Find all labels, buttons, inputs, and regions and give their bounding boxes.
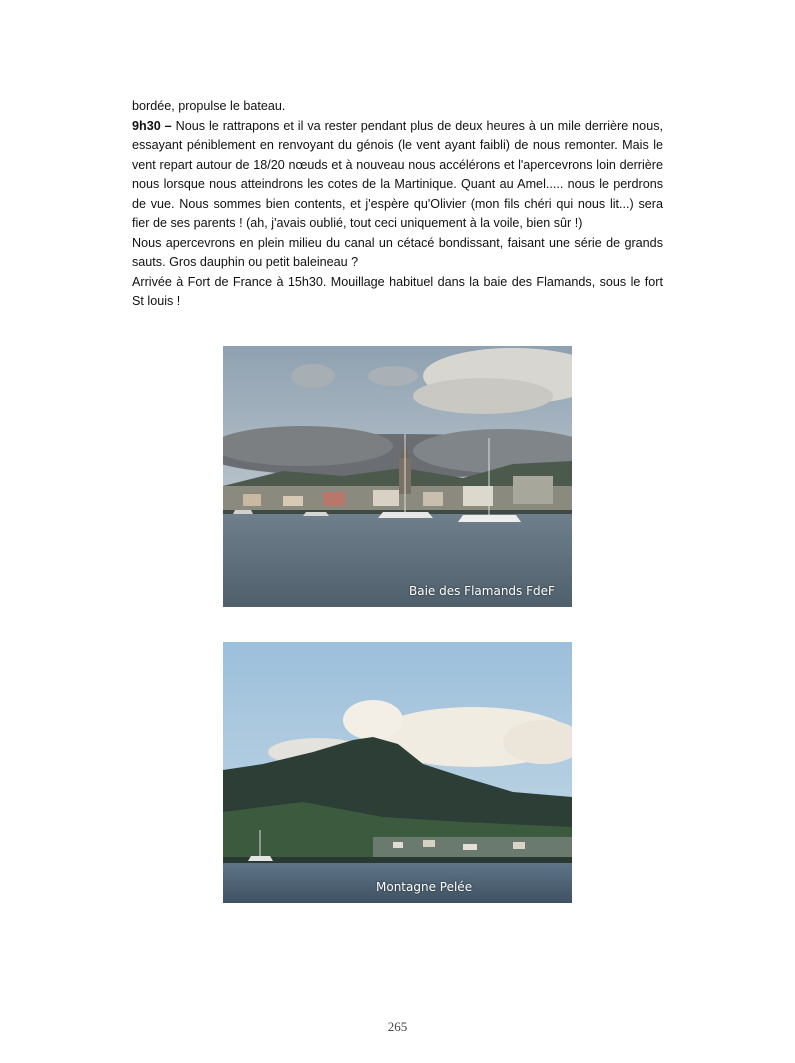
photo-baie-des-flamands — [223, 346, 572, 607]
bay-photo-image — [223, 346, 572, 607]
paragraph-2 — [132, 117, 663, 234]
paragraph-3: Nous apercevrons en plein milieu du canal un cétacé bondissant, faisant une série de grands sauts. Gros dauphin ou petit baleineau ? — [132, 235, 663, 269]
body-text — [132, 97, 663, 312]
paragraph-2-text: Nous le rattrapons et il va rester pendant plus de deux heures à un mile derrière nous, essayant péniblement en renvoyant du génois (le vent ayant faibli) de nous remonter. Mais le vent repart autour de 18/20 nœuds et à nouveau nous accélérons et l'apercevrons loin derrière nous lorsque nous atteindrons les cotes de la Martinique. Quant au Amel..... nous le perdrons de vue. Nous sommes bien contents, et j'espère qu'Olivier (mon fils chéri qui nous lit...) sera fier de ses parents ! (ah, j'avais oublié, tout ceci uniquement à la voile, bien sûr !) — [132, 118, 663, 230]
mountain-photo-image — [223, 642, 572, 903]
paragraph-1: bordée, propulse le bateau. — [132, 99, 286, 113]
photo-caption: Montagne Pelée — [376, 880, 473, 894]
photo-caption: Baie des Flamands FdeF — [409, 584, 555, 598]
photo-montagne-pelee — [223, 642, 572, 903]
time-label: 9h30 – — [132, 118, 172, 133]
page-number: 265 — [387, 1019, 408, 1034]
paragraph-4: Arrivée à Fort de France à 15h30. Mouillage habituel dans la baie des Flamands, sous le fort St louis ! — [132, 274, 663, 308]
